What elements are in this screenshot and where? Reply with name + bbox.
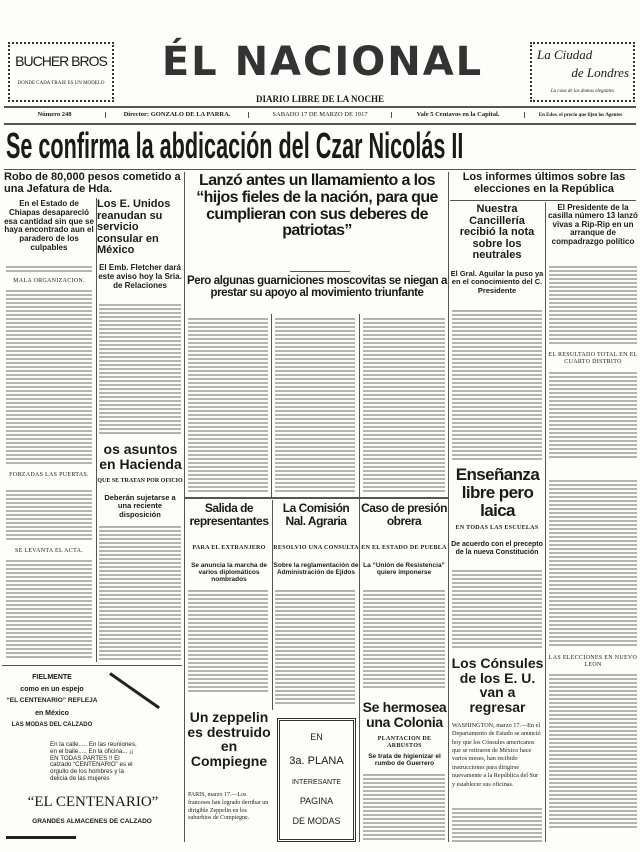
promo-text: DE MODAS: [292, 816, 341, 826]
newspaper-subtitle: DIARIO LIBRE DE LA NOCHE: [255, 94, 385, 104]
date: SABADO 17 DE MARZO DE 1917: [249, 112, 392, 119]
eu-headline: Los E. Unidos reanudan su servicio consular en México: [97, 198, 171, 257]
salida-headline: Salida de representantes: [189, 501, 269, 528]
ensenanza-deck: De acuerdo con el precepto de la nueva Constitución: [451, 541, 543, 556]
caso-kicker: EN EL ESTADO DE PUEBLA: [361, 545, 447, 551]
zeppelin-headline: Un zeppelin es destruido en Compiegne: [187, 709, 271, 770]
decorative-frame: [6, 836, 76, 839]
article-text: [188, 590, 268, 694]
info-bar: [4, 108, 636, 122]
lanzo-deck: Pero algunas guarniciones moscovitas se niegan a prestar su apoyo al movimiento triunfante: [186, 275, 448, 300]
article-text: [549, 372, 637, 460]
robo-headline: Robo de 80,000 pesos cometido a una Jefatura de Hda.: [4, 171, 181, 195]
comision-headline: La Comisión Nal. Agraria: [282, 501, 350, 528]
promo-text: 3a. PLANA: [289, 755, 344, 767]
hacienda-kicker: QUE SE TRATAN POR OFICIO: [97, 478, 183, 484]
article-text: [6, 290, 92, 466]
article-text: [549, 674, 637, 828]
article-text: [275, 318, 355, 494]
article-text: [6, 490, 92, 542]
robo-deck: En el Estado de Chiapas desapareció esa cantidad sin que se haya encontrado aun el paradero de los culpables: [4, 199, 94, 252]
promo-text: PAGINA: [299, 796, 334, 806]
section-heading: MALA ORGANIZACION.: [13, 278, 85, 284]
section-heading: FORZADAS LAS PUERTAS.: [9, 472, 89, 478]
ad-tagline: La casa de las damas elegantes: [550, 89, 615, 94]
salida-deck: Se anuncia la marcha de varios diplomáticos nombrados: [191, 562, 267, 584]
ad-tagline: GRANDES ALMACENES DE CALZADO: [32, 818, 152, 825]
article-text: [99, 304, 181, 436]
divider: [290, 271, 350, 272]
salida-kicker: PARA EL EXTRANJERO: [192, 545, 266, 551]
director: Director: GONZALO DE LA PARRA.: [106, 112, 249, 119]
divider: [185, 497, 448, 499]
promo-text: EN: [310, 732, 323, 742]
article-text: [549, 480, 637, 648]
consules-headline: Los Cónsules de los E. U. van a regresar: [451, 655, 544, 716]
hacienda-deck: Deberán sujetarse a una reciente disposición: [104, 493, 176, 519]
section-heading: EL RESULTADO TOTAL EN EL CUARTO DISTRITO: [548, 352, 638, 365]
zeppelin-lead: PARIS, marzo 17.—Los franceses han logrado derribar un dirigible Zeppelin en los suburbios de Compiegne.: [188, 792, 269, 822]
lanzo-headline: Lanzó antes un llamamiento a los “hijos fieles de la nación, para que cumplieran con sus deberes de patriotas”: [196, 172, 438, 240]
decorative-frame: [109, 672, 160, 709]
article-text: [452, 570, 542, 650]
comision-kicker: RESOLVIO UNA CONSULTA: [273, 545, 359, 551]
hacienda-headline: os asuntos en Hacienda: [99, 441, 182, 472]
caso-headline: Caso de presión obrera: [361, 501, 447, 528]
ensenanza-headline: Enseñanza libre pero laica: [455, 465, 540, 520]
section-heading: SE LEVANTA EL ACTA.: [14, 548, 84, 554]
article-text: [188, 318, 268, 494]
ensenanza-kicker: EN TODAS LAS ESCUELAS: [455, 525, 539, 531]
ad-text: En la calle..... En las reuniones, en el baile..... En la oficina... ¡¡ EN TODAS PARTES !! El calzado “CENTENARIO” es el orgullo de los hombres y la delicia de las mujeres: [50, 741, 137, 783]
colonia-headline: Se hermosea una Colonia: [362, 699, 447, 730]
ad-tagline: DONDE CADA TRAJE ES UN MODELO: [17, 81, 105, 86]
promo-text: INTERESANTE: [291, 779, 341, 786]
newspaper-title: ÉL NACIONAL: [161, 39, 484, 85]
article-text: [452, 310, 542, 460]
cancilleria-headline: Nuestra Cancillería recibió la nota sobre los neutrales: [459, 203, 535, 262]
article-text: [549, 266, 637, 346]
article-text: [363, 590, 445, 688]
section-heading: LAS ELECCIONES EN NUEVO LEON: [548, 655, 638, 668]
informes-headline: Los informes últimos sobre las elecciones en la República: [462, 171, 626, 195]
comision-deck: Sobre la reglamentación de Administración de Ejidos: [273, 562, 359, 577]
colonia-deck: Se trata de higienizar el rumbo de Guerrero: [368, 753, 441, 768]
ad-text: en México: [35, 710, 69, 717]
price-states: En Edos. el precio que fijen los Agentes: [538, 112, 623, 118]
colonia-kicker: PLANTACION DE ARBUSTOS: [377, 736, 432, 749]
article-text: [363, 774, 445, 842]
main-headline: Se confirma la abdicación del Czar Nicolás II: [6, 125, 464, 166]
caso-deck: La “Unión de Resistencia” quiere imponerse: [363, 562, 445, 577]
cancilleria-deck: El Gral. Aguilar la puso ya en el conocimiento del C. Presidente: [450, 269, 544, 295]
casilla-headline: El Presidente de la casilla número 13 lanzó vivas a Rip-Rip en un arranque de compadrazgo político: [548, 203, 638, 246]
issue-number: Número 248: [4, 112, 106, 119]
ad-text: “EL CENTENARIO” REFLEJA: [6, 697, 98, 704]
promo-box: [277, 718, 356, 842]
article-text: [99, 526, 181, 660]
el-centenario-ad: [2, 665, 182, 847]
article-text: [275, 590, 355, 704]
eu-deck: El Emb. Fletcher dará este aviso hoy la Sria. de Relaciones: [98, 263, 182, 290]
article-text: [452, 808, 542, 842]
consules-lead: WASHINGTON, marzo 17.—En el Departamento de Estado se anunció hoy que los Cónsules americanos que se retiraron de México hace varios meses, han recibido instrucciones para dirigirse nuevamente a la República del Sur y establecer sus oficinas.: [452, 722, 541, 788]
ad-line: de Londres: [571, 65, 629, 80]
article-text: [363, 318, 445, 494]
ciudad-de-londres-ad: [530, 42, 635, 102]
price: Vale 5 Centavos en la Capital.: [392, 112, 525, 119]
ad-brand: “EL CENTENARIO”: [27, 794, 159, 810]
bucher-bros-ad: [8, 42, 114, 102]
ad-line: La Ciudad: [537, 47, 593, 62]
article-text: [6, 560, 92, 658]
ad-text: como en un espejo: [20, 686, 84, 693]
divider: [450, 200, 636, 201]
ad-text: LAS MODAS DEL CALZADO: [11, 722, 93, 728]
ad-text: FIELMENTE: [32, 674, 72, 681]
article-text: [6, 266, 92, 274]
divider: [4, 169, 636, 170]
ad-name: BUCHER BROS: [15, 53, 107, 69]
